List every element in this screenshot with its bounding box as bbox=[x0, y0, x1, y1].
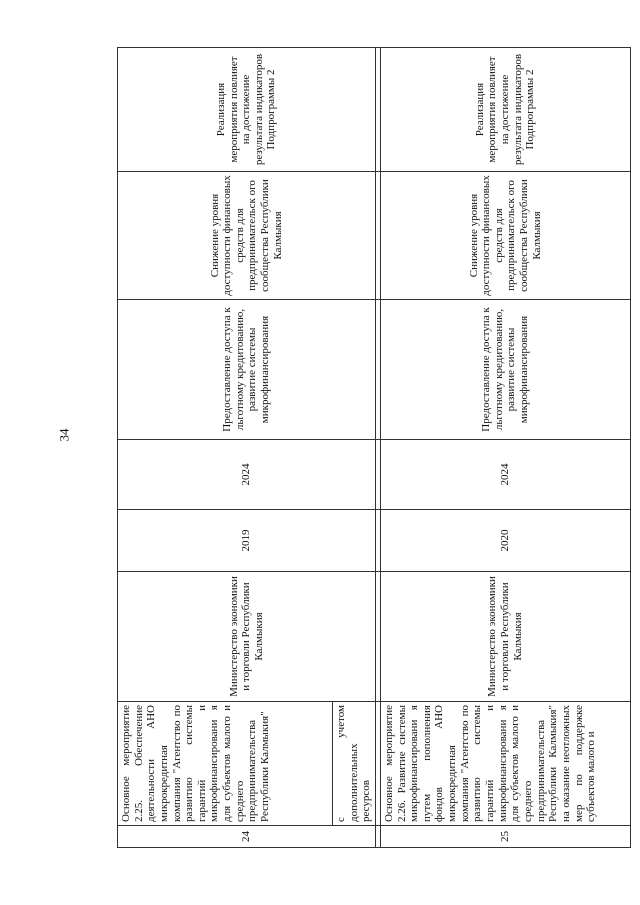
row-number: 25 bbox=[380, 826, 630, 848]
rotated-table-container bbox=[117, 48, 617, 848]
start-year: 2020 bbox=[380, 510, 630, 572]
executor-cell: Министерство экономики и торговли Республики Калмыкия bbox=[118, 572, 376, 702]
end-year: 2024 bbox=[118, 440, 376, 510]
measure-name: Основное мероприятие 2.26. Развитие системы микрофинансировани я путем пополнения фондов АНО микрокредитная компания "Агентство по развитию системы гарантий и микрофинансировани я для субъектов малого и среднего предпринимательства Республики Калмыкия" на оказание неотложных мер по поддержке субъектов малого и bbox=[380, 702, 630, 826]
indicator-link: Реализация мероприятия повлияет на достижение результата индикаторов Подпрограммы 2 bbox=[118, 48, 376, 172]
table-row bbox=[380, 48, 630, 848]
table-row bbox=[118, 48, 333, 848]
end-year: 2024 bbox=[380, 440, 630, 510]
measure-name: Основное мероприятие 2.25. Обеспечение деятельности АНО микрокредитная компания "Агентство по развитию системы гарантий и микрофинансировани я для субъектов малого и среднего предпринимательства Республики Калмыкия" bbox=[118, 702, 333, 826]
executor-cell: Министерство экономики и торговли Республики Калмыкия bbox=[380, 572, 630, 702]
non-implementation-consequence: Снижение уровня доступности финансовых средств для предпринимательск ого сообщества Республики Калмыкия bbox=[118, 172, 376, 300]
non-implementation-consequence: Снижение уровня доступности финансовых средств для предпринимательск ого сообщества Республики Калмыкия bbox=[380, 172, 630, 300]
start-year: 2019 bbox=[118, 510, 376, 572]
measures-table bbox=[117, 47, 631, 848]
measure-name-tail: с учетом дополнительных ресурсов bbox=[333, 702, 376, 826]
indicator-link: Реализация мероприятия повлияет на достижение результата индикаторов Подпрограммы 2 bbox=[380, 48, 630, 172]
expected-result: Предоставление доступа к льготному кредитованию, развитие системы микрофинансирования bbox=[380, 300, 630, 440]
expected-result: Предоставление доступа к льготному кредитованию, развитие системы микрофинансирования bbox=[118, 300, 376, 440]
page-number: 34 bbox=[56, 428, 72, 442]
row-number: 24 bbox=[118, 826, 376, 848]
